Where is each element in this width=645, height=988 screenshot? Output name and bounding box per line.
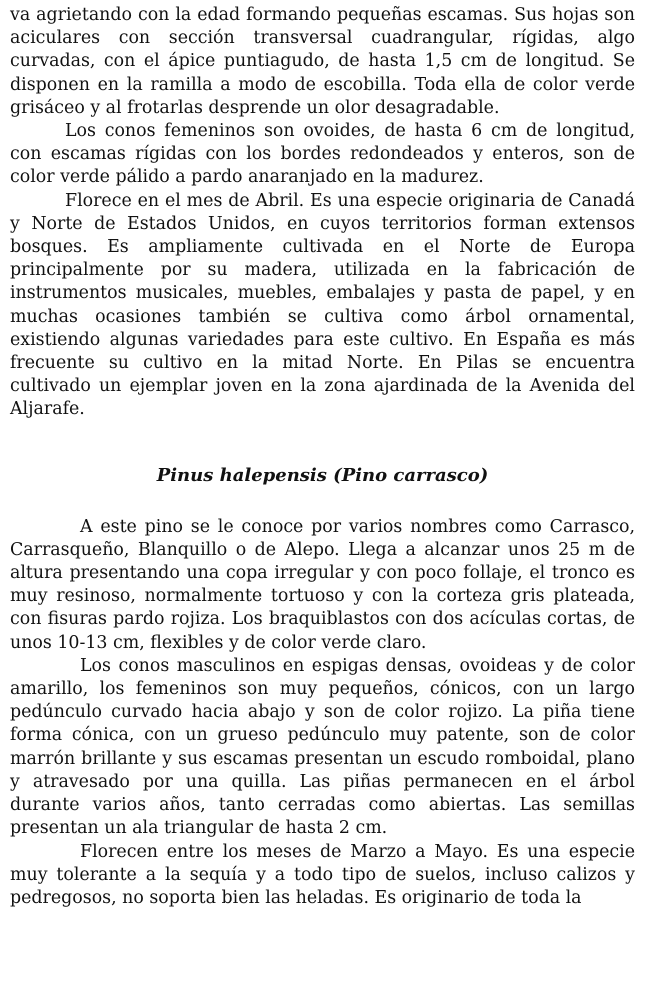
section-spacer [10, 488, 635, 516]
paragraph-cones-description: Los conos masculinos en espigas densas, ovoideas y de color amarillo, los femeninos son muy pequeños, cónicos, con un largo pedúnculo curvado hacia abajo y son de color rojizo. La piña tiene forma cónica, con un grueso pedúnculo muy patente, son de color marrón brillante y sus escamas presentan un escudo romboidal, plano y atravesado por una quilla. Las piñas permanecen en el árbol durante varios años, tanto cerradas como abiertas. Las semillas presentan un ala triangular de hasta 2 cm. [10, 655, 635, 839]
paragraph-common-names: A este pino se le conoce por varios nombres como Carrasco, Carrasqueño, Blanquillo o de Alepo. Llega a alcanzar unos 25 m de altura presentando una copa irregular y con poco follaje, el tronco es muy resinoso, normalmente tortuoso y con la corteza gris plateada, con fisuras pardo rojiza. Los braquiblastos con dos acículas cortas, de unos 10-13 cm, flexibles y de color verde claro. [10, 516, 635, 653]
paragraph-flowering-distribution: Florece en el mes de Abril. Es una especie originaria de Canadá y Norte de Estados Unidos, en cuyos territorios forman extensos bosques. Es ampliamente cultivada en el Norte de Europa principalmente por su madera, utilizada en la fabricación de instrumentos musicales, muebles, embalajes y pasta de papel, y en muchas ocasiones también se cultiva como árbol ornamental, existiendo algunas variedades para este cultivo. En España es más frecuente su cultivo en la mitad Norte. En Pilas se encuentra cultivado un ejemplar joven en la zona ajardinada de la Avenida del Aljarafe. [10, 190, 635, 420]
section-spacer [10, 422, 635, 464]
paragraph-leaves-description: va agrietando con la edad formando pequeñas escamas. Sus hojas son aciculares con sección transversal cuadrangular, rígidas, algo curvadas, con el ápice puntiagudo, de hasta 1,5 cm de longitud. Se disponen en la ramilla a modo de escobilla. Toda ella de color verde grisáceo y al frotarlas desprende un olor desagradable. [10, 5, 635, 118]
paragraph-female-cones: Los conos femeninos son ovoides, de hasta 6 cm de longitud, con escamas rígidas con los bordes redondeados y enteros, son de color verde pálido a pardo anaranjado en la madurez. [10, 121, 635, 188]
paragraph-flowering-habitat: Florecen entre los meses de Marzo a Mayo. Es una especie muy tolerante a la sequía y a todo tipo de suelos, incluso calizos y pedregosos, no soporta bien las heladas. Es originario de toda la [10, 841, 635, 908]
section-title: Pinus halepensis (Pino carrasco) [156, 464, 489, 486]
